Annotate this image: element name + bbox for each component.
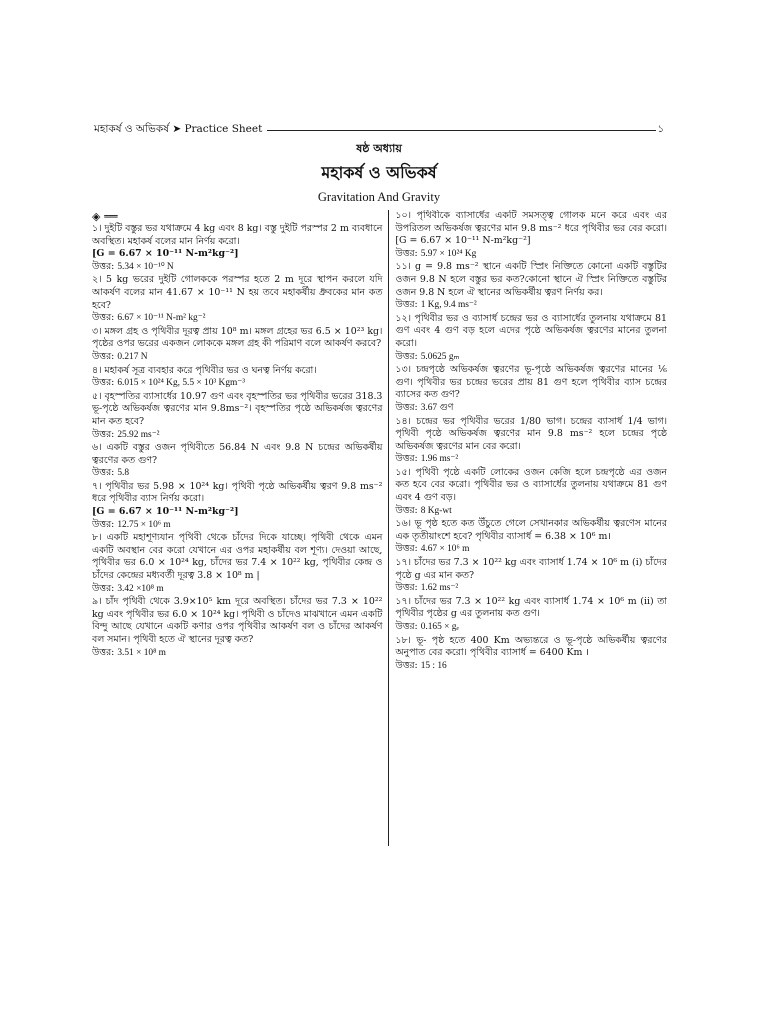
question-item: [92, 326, 382, 364]
answer-value: 3.51 × 10⁸ m: [117, 647, 166, 658]
running-header: [94, 122, 664, 139]
answer-label: উত্তর:: [395, 401, 418, 413]
answer-value: 3.67 গুণ: [420, 402, 454, 413]
answer-label: উত্তর:: [395, 504, 418, 516]
answer-label: উত্তর:: [92, 428, 115, 440]
question-item: [92, 274, 382, 324]
right-column: [388, 210, 667, 846]
answer-line: [92, 467, 382, 480]
question-text: ১৮। ভূ- পৃষ্ঠ হতে 400 Km অভ্যন্তরে ও ভূ-পৃষ্ঠে অভিকর্ষীয় ত্বরণের অনুপাত বের করো। পৃথিবীর ব্যাসার্ধ = 6400 Km ।: [395, 634, 667, 659]
answer-value: 1.62 ms⁻²: [420, 583, 459, 594]
question-item: [395, 596, 667, 634]
question-text: ১৫। পৃথিবী পৃষ্ঠে একটি লোকের ওজন কেজি হলে চন্দ্রপৃষ্ঠে এর ওজন কত হবে বের করো। পৃথিবীর ভর ও ব্যাসার্ধের তুলনায় যথাক্রমে 81 গুণ এবং 4 গুণ বড়।: [395, 466, 667, 504]
question-item: [395, 557, 667, 595]
answer-line: [395, 299, 667, 312]
answer-label: উত্তর:: [395, 247, 418, 259]
answer-label: উত্তর:: [92, 518, 115, 530]
answer-value: 1 Kg, 9.4 ms⁻²: [420, 300, 477, 311]
answer-value: 6.015 × 10²⁴ Kg, 5.5 × 10³ Kgm⁻³: [117, 378, 246, 389]
question-text: ৯। চাঁদ পৃথিবী থেকে 3.9×10⁵ km দূরে অবস্থিত। চাঁদের ভর 7.3 × 10²² kg এবং পৃথিবীর ভর 6.0 × 10²⁴ kg। পৃথিবী ও চাঁদেও মাঝখানে এমন একটি বিন্দু আছে যেখানে একটি কণার ওপর পৃথিবীর আকর্ষণ বল ও চাঁদের আকর্ষণ বল সমান। পৃথিবী হতে ঐ স্থানের দূরত্ব কত?: [92, 596, 383, 645]
answer-line: [92, 429, 382, 442]
chapter-title: মহাকর্ষ ও অভিকর্ষ: [321, 163, 437, 182]
answer-line: [92, 351, 382, 364]
answer-line: [395, 660, 667, 673]
answer-line: [92, 312, 382, 325]
question-item: [92, 596, 382, 659]
question-text: ৩। মঙ্গল গ্রহ ও পৃথিবীর দূরত্ব প্রায় 10⁸ m। মঙ্গল গ্রহের ভর 6.5 × 10²³ kg। পৃষ্ঠের ওপর ভরের একজন লোককে মঙ্গল গ্রহ কী পরিমাণ বলে আকর্ষণ করবে?: [92, 325, 383, 350]
answer-label: উত্তর:: [395, 582, 418, 594]
question-item: [395, 635, 667, 673]
question-text: ১৭। চাঁদের ভর 7.3 × 10²² kg এবং ব্যাসার্ধ 1.74 × 10⁶ m (i) চাঁদের পৃষ্ঠে g এর মান কত?: [395, 557, 667, 581]
answer-line: [395, 248, 667, 261]
answer-value: 6.67 × 10⁻¹¹ N-m² kg⁻²: [117, 313, 206, 324]
answer-value: 0.165 × gₑ: [420, 622, 459, 632]
answer-line: [92, 647, 382, 660]
question-item: [92, 391, 382, 441]
question-item: [395, 416, 667, 466]
answer-label: উত্তর:: [395, 350, 418, 362]
question-text: ৫। বৃহস্পতির ব্যাসার্ধের 10.97 গুণ এবং বৃহস্পতির ভর পৃথিবীর ভরের 318.3 ভূ-পৃষ্ঠে অভিকর্ষজ ত্বরণের মান 9.8ms⁻²। বৃহস্পতির পৃষ্ঠে অভিকর্ষজ ত্বরণের মান কত হবে?: [92, 390, 383, 427]
answer-line: [395, 402, 667, 415]
answer-label: উত্তর:: [395, 659, 418, 671]
answer-value: 15 : 16: [420, 660, 447, 671]
answer-line: [92, 261, 382, 274]
answer-value: 5.34 × 10⁻¹⁰ N: [117, 261, 174, 272]
answer-label: উত্তর:: [395, 299, 418, 311]
question-text: ১। দুইটি বস্তুর ভর যথাক্রমে 4 kg এবং 8 kg। বস্তু দুইটি পরস্পর 2 m ব্যবধানে অবস্থিত। মহাকর্ষ বলের মান নির্ণয় করো।: [92, 223, 383, 247]
answer-label: উত্তর:: [395, 453, 418, 465]
answer-label: উত্তর:: [92, 646, 115, 658]
answer-value: 12.75 × 10⁶ m: [117, 519, 171, 530]
given-constant: [G = 6.67 × 10⁻¹¹ N-m²kg⁻²]: [92, 248, 239, 260]
question-text: ১৬। ভূ পৃষ্ঠ হতে কত উঁচুতে গেলে সেখানকার অভিকর্ষীয় ত্বরণেস মানের এক তৃতীয়াংশে হবে? পৃথিবীর ব্যাসার্ধ = 6.38 × 10⁶ m।: [395, 518, 667, 542]
running-header-title: মহাকর্ষ ও অভিকর্ষ ➤ Practice Sheet: [94, 123, 263, 135]
question-item: [92, 365, 382, 390]
question-text: ১১। g = 9.8 ms⁻² স্থানে একটি স্প্রিং নিক্তিতে কোনো একটি বস্তুটির ওজন 9.8 N হলে বস্তুর ভর কত?কোনো স্থানে ঐ স্প্রিং নিক্তিতে বস্তুটির ওজন 9.8 N হলে ঐ স্থানের অভিকর্ষীয় ত্বরণ নির্ণয় কর।: [395, 261, 667, 298]
question-item: [395, 210, 667, 260]
header-rule: [267, 130, 655, 131]
answer-label: উত্তর:: [395, 543, 418, 555]
answer-label: উত্তর:: [92, 582, 115, 594]
question-item: [92, 223, 382, 273]
question-item: [395, 313, 667, 363]
left-column: [92, 210, 388, 846]
answer-value: 4.67 × 10⁶ m: [420, 544, 470, 555]
answer-value: 25.92 ms⁻²: [117, 429, 160, 440]
answer-value: 3.42 ×10⁸ m: [117, 583, 164, 594]
question-item: [92, 532, 382, 595]
chapter-title-english: Gravitation And Gravity: [317, 190, 441, 204]
question-item: [395, 364, 667, 414]
question-item: [395, 518, 667, 556]
question-item: [395, 261, 667, 311]
answer-value: 5.97 × 10²⁴ Kg: [420, 248, 477, 259]
answer-value: 1.96 ms⁻²: [420, 454, 459, 465]
answer-label: উত্তর:: [92, 467, 115, 479]
answer-label: উত্তর:: [92, 377, 115, 389]
answer-line: [92, 377, 382, 390]
answer-value: 5.0625 gₘ: [420, 351, 460, 362]
given-constant: [G = 6.67 × 10⁻¹¹ N-m²kg⁻²]: [92, 506, 239, 518]
question-text: ৮। একটি মহাশূণ্যযান পৃথিবী থেকে চাঁদের দিকে যাচ্ছে। পৃথিবী থেকে এমন একটি অবস্থান বের করো যেখানে এর ওপর মহাকর্ষীয় বল শূণ্য। দেওয়া আছে, পৃথিবীর ভর 6.0 × 10²⁴ kg, চাঁদের ভর 7.4 × 10²² kg, পৃথিবীর কেন্দ্র ও চাঁদের কেন্দ্রের মধ্যবর্তী দূরত্ব 3.8 × 10⁸ m |: [92, 532, 383, 582]
question-item: [395, 467, 667, 517]
question-text: ১৩। চন্দ্রপৃষ্ঠে অভিকর্ষজ ত্বরণের ভূ-পৃষ্ঠে অভিকর্ষজ ত্বরণের মানের ⅙ গুণ। পৃথিবীর ভর চন্দ্রের ভরের প্রায় 81 গুণ হলে পৃথিবীর ব্যাস চন্দ্রের ব্যাসের কত গুণ?: [395, 364, 667, 401]
question-text: ২। 5 kg ভরের দুইটি গোলককে পরস্পর হতে 2 m দূরে স্থাপন করলে যদি আকর্ষণ বলের মান 41.67 × 10⁻¹¹ N হয় তবে মহাকর্ষীয় ধ্রুবকের মান কত হবে?: [92, 274, 383, 311]
question-text: ৭। পৃথিবীর ভর 5.98 × 10²⁴ kg। পৃথিবী পৃষ্ঠে অভিকর্ষীয় ত্বরণ 9.8 ms⁻² ধরে পৃথিবীর ব্যাস নির্ণয় করো।: [92, 480, 383, 505]
answer-line: [395, 543, 667, 556]
section-marker-icon: ◈ ══: [92, 210, 118, 223]
question-text: ১৭। চাঁদের ভর 7.3 × 10²² kg এবং ব্যাসার্ধ 1.74 × 10⁶ m (ii) তা পৃথিবীর পৃষ্ঠের g এর তুলনায় কত গুণ।: [395, 595, 667, 620]
answer-label: উত্তর:: [395, 621, 418, 632]
answer-value: 8 Kg-wt: [420, 505, 452, 516]
answer-line: [395, 351, 667, 364]
chapter-label: ষষ্ঠ অধ্যায়: [356, 142, 402, 155]
answer-label: উত্তর:: [92, 312, 115, 324]
answer-line: [92, 519, 382, 532]
answer-line: [395, 505, 667, 518]
answer-line: [395, 453, 667, 466]
answer-line: [395, 621, 667, 634]
question-text: ৪। মহাকর্ষ সূত্র ব্যবহার করে পৃথিবীর ভর ও ঘনত্ব নির্ণয় করো।: [92, 364, 317, 376]
answer-line: [92, 583, 382, 596]
question-columns: [92, 210, 667, 846]
answer-value: 0.217 N: [117, 351, 148, 362]
question-text: ১৪। চন্দ্রের ভর পৃথিবীর ভরের 1/80 ভাগ। চন্দ্রের ব্যাসার্ধ 1/4 ভাগ। পৃথিবী পৃষ্ঠে অভিকর্ষজ ত্বরণের মান 9.8 ms⁻² হলে চন্দ্রের পৃষ্ঠে অভিকর্ষজ ত্বরণের মান বের করো।: [395, 415, 667, 452]
answer-line: [395, 582, 667, 595]
title-block: [94, 140, 664, 205]
answer-label: উত্তর:: [92, 260, 115, 272]
answer-value: 5.8: [117, 468, 130, 479]
question-text: ১০। পৃথিবীকে ব্যাসার্ধের একটি সমসত্ত্ব গোলক মনে করে এবং এর উপরিতল অভিকর্ষজ ত্বরণের মান 9.8 ms⁻² ধরে পৃথিবীর ভর বের করো। [G = 6.67 × 10⁻¹¹ N-m²kg⁻²]: [395, 210, 667, 247]
question-text: ১২। পৃথিবীর ভর ও ব্যাসার্ধ চন্দ্রের ভর ও ব্যাসার্ধের তুলনায় যথাক্রমে 81 গুণ এবং 4 গুণ বড় হলে এদের পৃষ্ঠে অভিকর্ষজ ত্বরণের মানের তুলনা করো।: [395, 312, 667, 349]
question-item: [92, 481, 382, 531]
question-text: ৬। একটি বস্তুর ওজন পৃথিবীতে 56.84 N এবং 9.8 N চন্দ্রের অভিকর্ষীয় ত্বরণের কত গুণ?: [92, 442, 383, 466]
question-item: [92, 442, 382, 480]
answer-label: উত্তর:: [92, 350, 115, 362]
page-number: ১: [657, 124, 664, 135]
